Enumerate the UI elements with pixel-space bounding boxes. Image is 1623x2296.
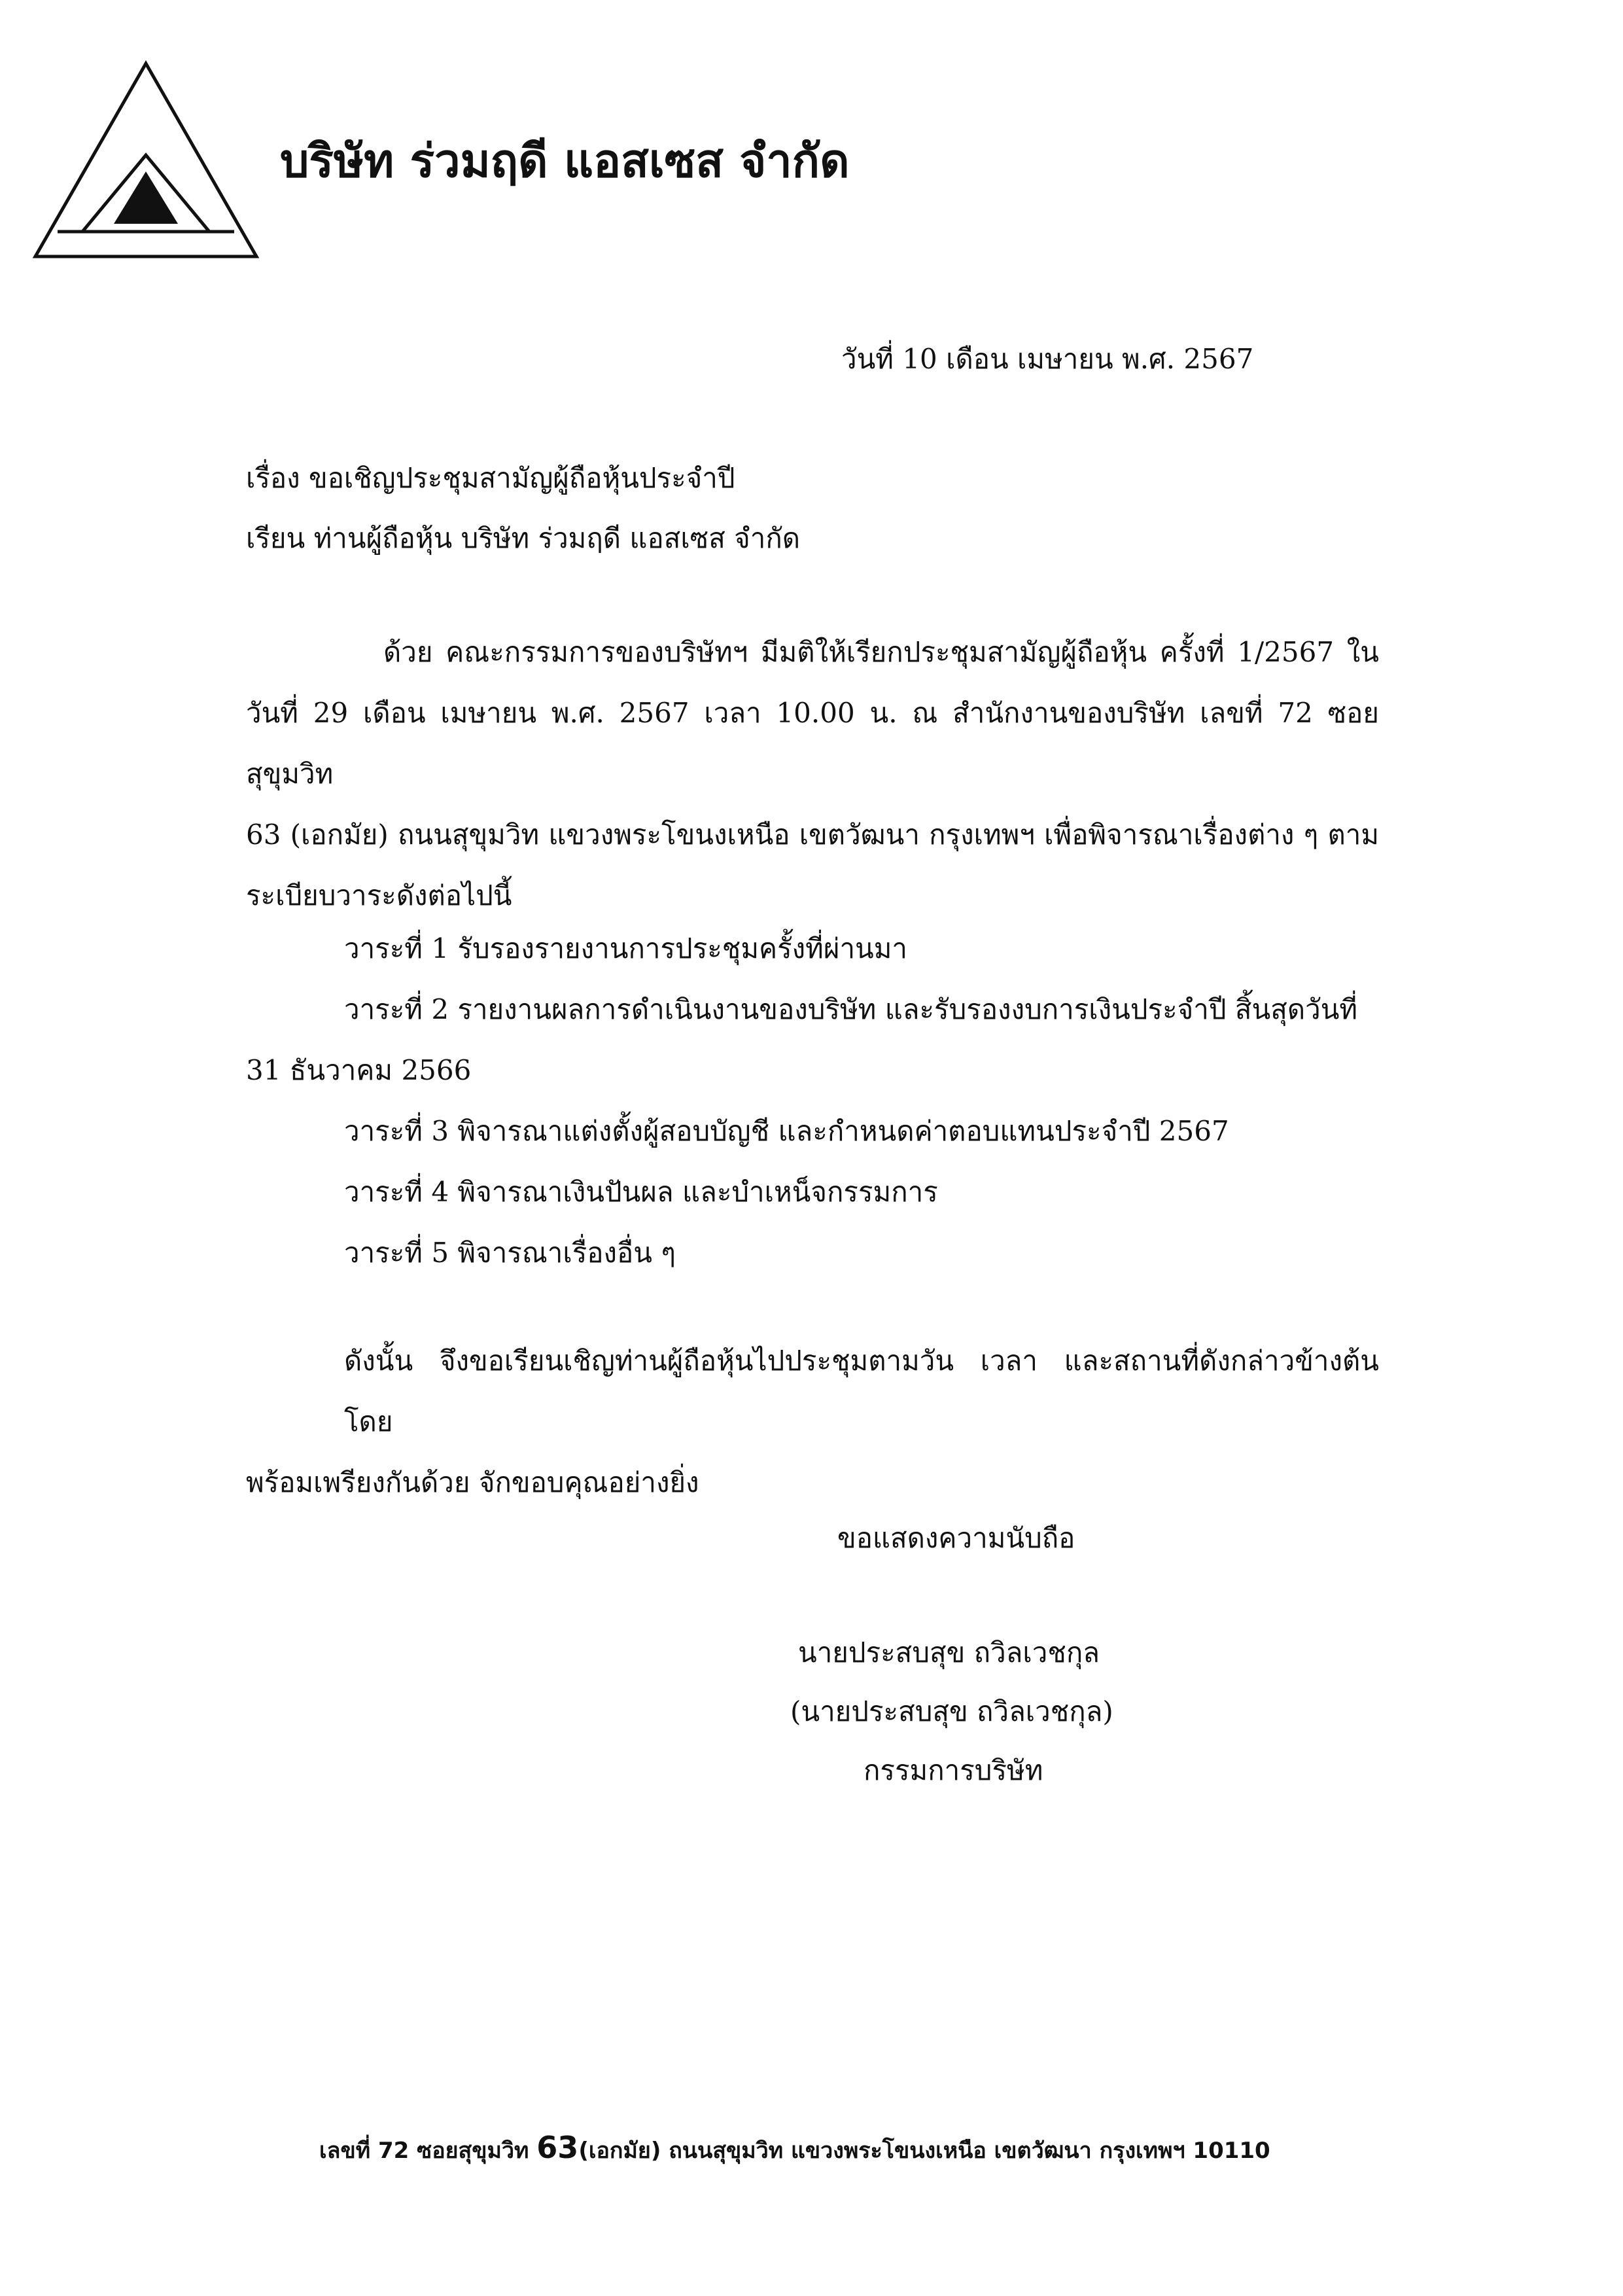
closing-line: ดังนั้น จึงขอเรียนเชิญท่านผู้ถือหุ้นไปประชุมตามวัน เวลา และสถานที่ดังกล่าวข้างต้น โดย: [344, 1345, 1379, 1438]
regards-text: ขอแสดงความนับถือ: [837, 1522, 1075, 1554]
footer-rest: (เอกมัย) ถนนสุขุมวิท แขวงพระโขนงเหนือ เขตวัฒนา กรุงเทพฯ: [578, 2138, 1193, 2164]
company-name: บริษัท ร่วมฤดี แอสเซส จำกัด: [280, 133, 850, 188]
footer-postcode: 10110: [1193, 2138, 1270, 2164]
body-paragraph: [246, 622, 1379, 926]
agenda-item: วาระที่ 5 พิจารณาเรื่องอื่น ๆ: [344, 1237, 676, 1269]
subject-line: เรื่อง ขอเชิญประชุมสามัญผู้ถือหุ้นประจำปี: [246, 462, 735, 494]
footer-prefix: เลขที่: [319, 2138, 378, 2164]
signature-name: นายประสบสุข ถวิลเวชกุล: [798, 1636, 1100, 1669]
body-line: วันที่ 29 เดือน เมษายน พ.ศ. 2567 เวลา 10.00 น. ณ สำนักงานของบริษัท เลขที่ 72 ซอยสุขุมวิท: [246, 697, 1379, 790]
printed-name: (นายประสบสุข ถวิลเวชกุล): [790, 1695, 1113, 1727]
footer-house-no: 72: [377, 2138, 410, 2164]
footer-soi: ซอยสุขุมวิท: [409, 2138, 537, 2164]
agenda-item: วาระที่ 4 พิจารณาเงินปันผล และบำเหน็จกรรมการ: [344, 1176, 938, 1208]
date-line: วันที่ 10 เดือน เมษายน พ.ศ. 2567: [841, 343, 1254, 375]
footer-soi-no: 63: [536, 2130, 579, 2165]
agenda-item: วาระที่ 2 รายงานผลการดำเนินงานของบริษัท และรับรองงบการเงินประจำปี สิ้นสุดวันที่: [344, 993, 1358, 1025]
closing-paragraph: [246, 1330, 1379, 1513]
triangle-logo: [31, 60, 260, 260]
agenda-item: วาระที่ 3 พิจารณาแต่งตั้งผู้สอบบัญชี และกำหนดค่าตอบแทนประจำปี 2567: [344, 1115, 1229, 1147]
agenda-item-continuation: 31 ธันวาคม 2566: [246, 1054, 472, 1086]
footer-address: [319, 2130, 1270, 2168]
body-line: ระเบียบวาระดังต่อไปนี้: [246, 879, 512, 911]
signer-position: กรรมการบริษัท: [864, 1754, 1043, 1786]
closing-line: พร้อมเพรียงกันด้วย จักขอบคุณอย่างยิ่ง: [246, 1466, 699, 1498]
agenda-list: [246, 918, 1379, 1283]
body-line: 63 (เอกมัย) ถนนสุขุมวิท แขวงพระโขนงเหนือ เขตวัฒนา กรุงเทพฯ เพื่อพิจารณาเรื่องต่าง ๆ ตาม: [246, 819, 1379, 851]
agenda-item: วาระที่ 1 รับรองรายงานการประชุมครั้งที่ผ่านมา: [344, 932, 908, 964]
body-line: ด้วย คณะกรรมการของบริษัทฯ มีมติให้เรียกประชุมสามัญผู้ถือหุ้น ครั้งที่ 1/2567 ใน: [383, 636, 1379, 668]
salutation-line: เรียน ท่านผู้ถือหุ้น บริษัท ร่วมฤดี แอสเซส จำกัด: [246, 522, 801, 554]
